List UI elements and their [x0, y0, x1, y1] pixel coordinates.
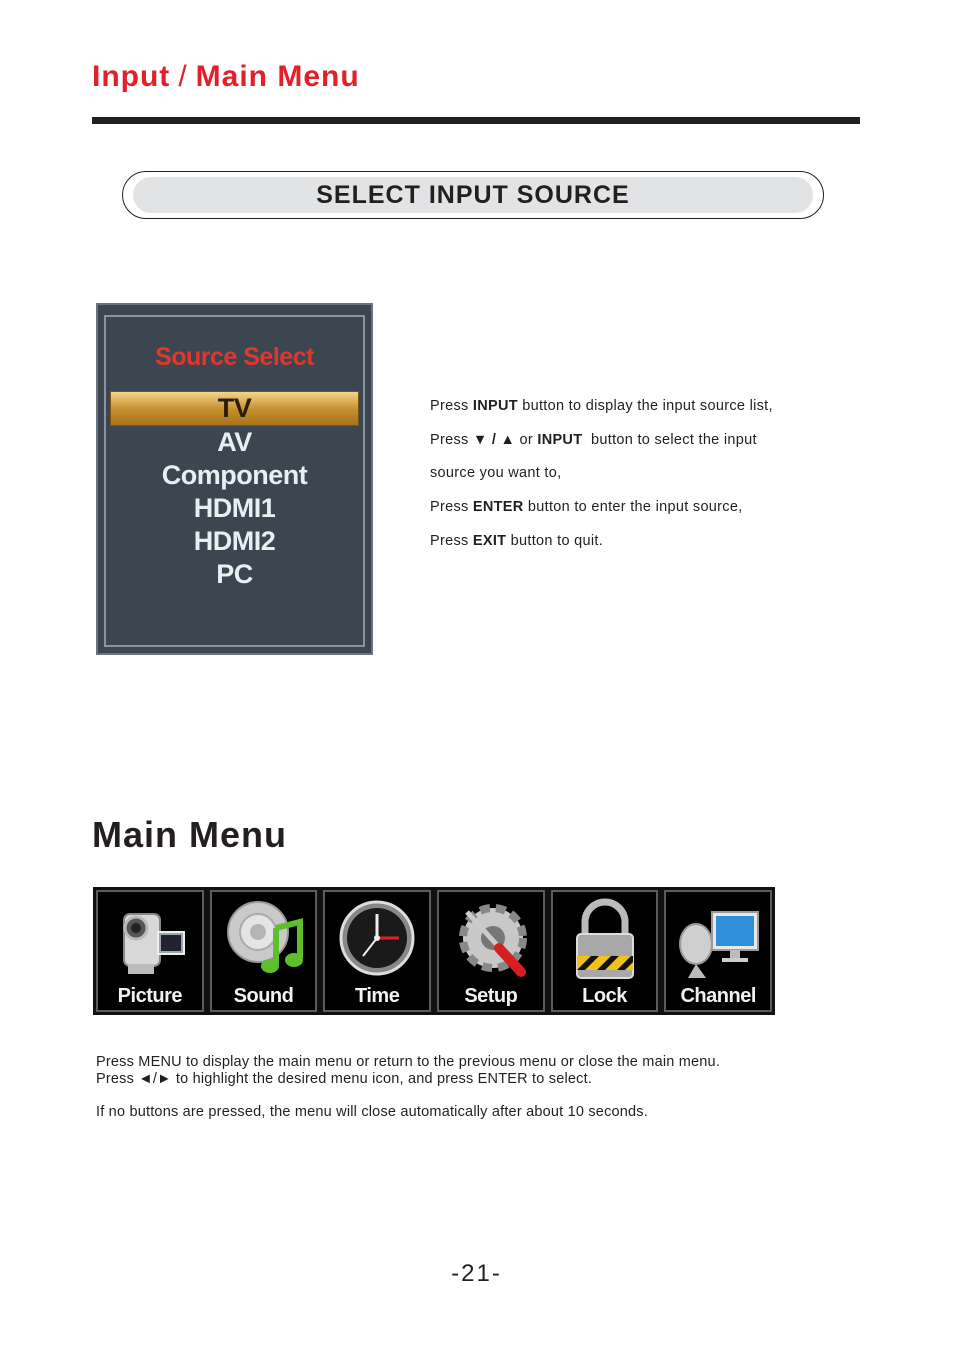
instruction-line: Press INPUT button to display the input source list, [430, 398, 773, 414]
source-select-panel [96, 303, 373, 655]
menu-label-lock: Lock [582, 985, 627, 1007]
page-title-main-menu: Main Menu [195, 60, 360, 93]
menu-tile-picture[interactable] [96, 890, 204, 1012]
source-item-av[interactable]: AV [217, 427, 252, 457]
padlock-icon [561, 898, 649, 982]
description-line: Press ◄/► to highlight the desired menu icon, and press ENTER to select. [96, 1071, 593, 1087]
source-item-tv[interactable]: TV [110, 391, 359, 426]
menu-tile-lock[interactable] [551, 890, 659, 1012]
source-select-heading: Source Select [155, 343, 314, 371]
instruction-line: Press ENTER button to enter the input source, [430, 499, 743, 516]
page-number: -21- [451, 1260, 502, 1287]
section-banner [122, 171, 824, 219]
menu-label-sound: Sound [233, 985, 294, 1007]
instruction-line: Press ▼ / ▲ or INPUT button to select the input [430, 431, 757, 448]
speaker-music-note-icon [220, 898, 308, 982]
camcorder-icon [106, 898, 194, 982]
gear-screwdriver-icon [447, 898, 535, 982]
page-title-separator: / [178, 60, 188, 93]
main-menu-heading: Main Menu [92, 814, 287, 855]
source-item-component[interactable]: Component [161, 460, 308, 490]
instruction-line: source you want to, [430, 465, 562, 482]
menu-tile-channel[interactable] [664, 890, 772, 1012]
clock-icon [333, 898, 421, 982]
menu-label-setup: Setup [464, 985, 518, 1007]
satellite-monitor-icon [674, 898, 762, 982]
main-menu-strip [93, 887, 775, 1015]
instruction-line: Press EXIT button to quit. [430, 532, 604, 549]
input-instructions [430, 394, 850, 562]
menu-label-channel: Channel [680, 985, 756, 1007]
section-banner-label: SELECT INPUT SOURCE [133, 177, 813, 213]
description-line: If no buttons are pressed, the menu will close automatically after about 10 seconds. [96, 1104, 648, 1120]
source-item-hdmi2[interactable]: HDMI2 [193, 526, 276, 556]
source-select-frame [104, 315, 365, 647]
source-list [106, 391, 363, 591]
menu-label-picture: Picture [117, 985, 182, 1007]
menu-label-time: Time [355, 985, 400, 1007]
page-title-input: Input [92, 60, 171, 93]
menu-tile-sound[interactable] [210, 890, 318, 1012]
source-item-hdmi1[interactable]: HDMI1 [193, 493, 276, 523]
menu-tile-setup[interactable] [437, 890, 545, 1012]
page-title [92, 60, 360, 94]
title-divider [92, 117, 860, 124]
description-line: Press MENU to display the main menu or return to the previous menu or close the main menu. [96, 1054, 721, 1070]
source-item-pc[interactable]: PC [216, 559, 253, 589]
main-menu-description [96, 1054, 720, 1121]
menu-tile-time[interactable] [323, 890, 431, 1012]
